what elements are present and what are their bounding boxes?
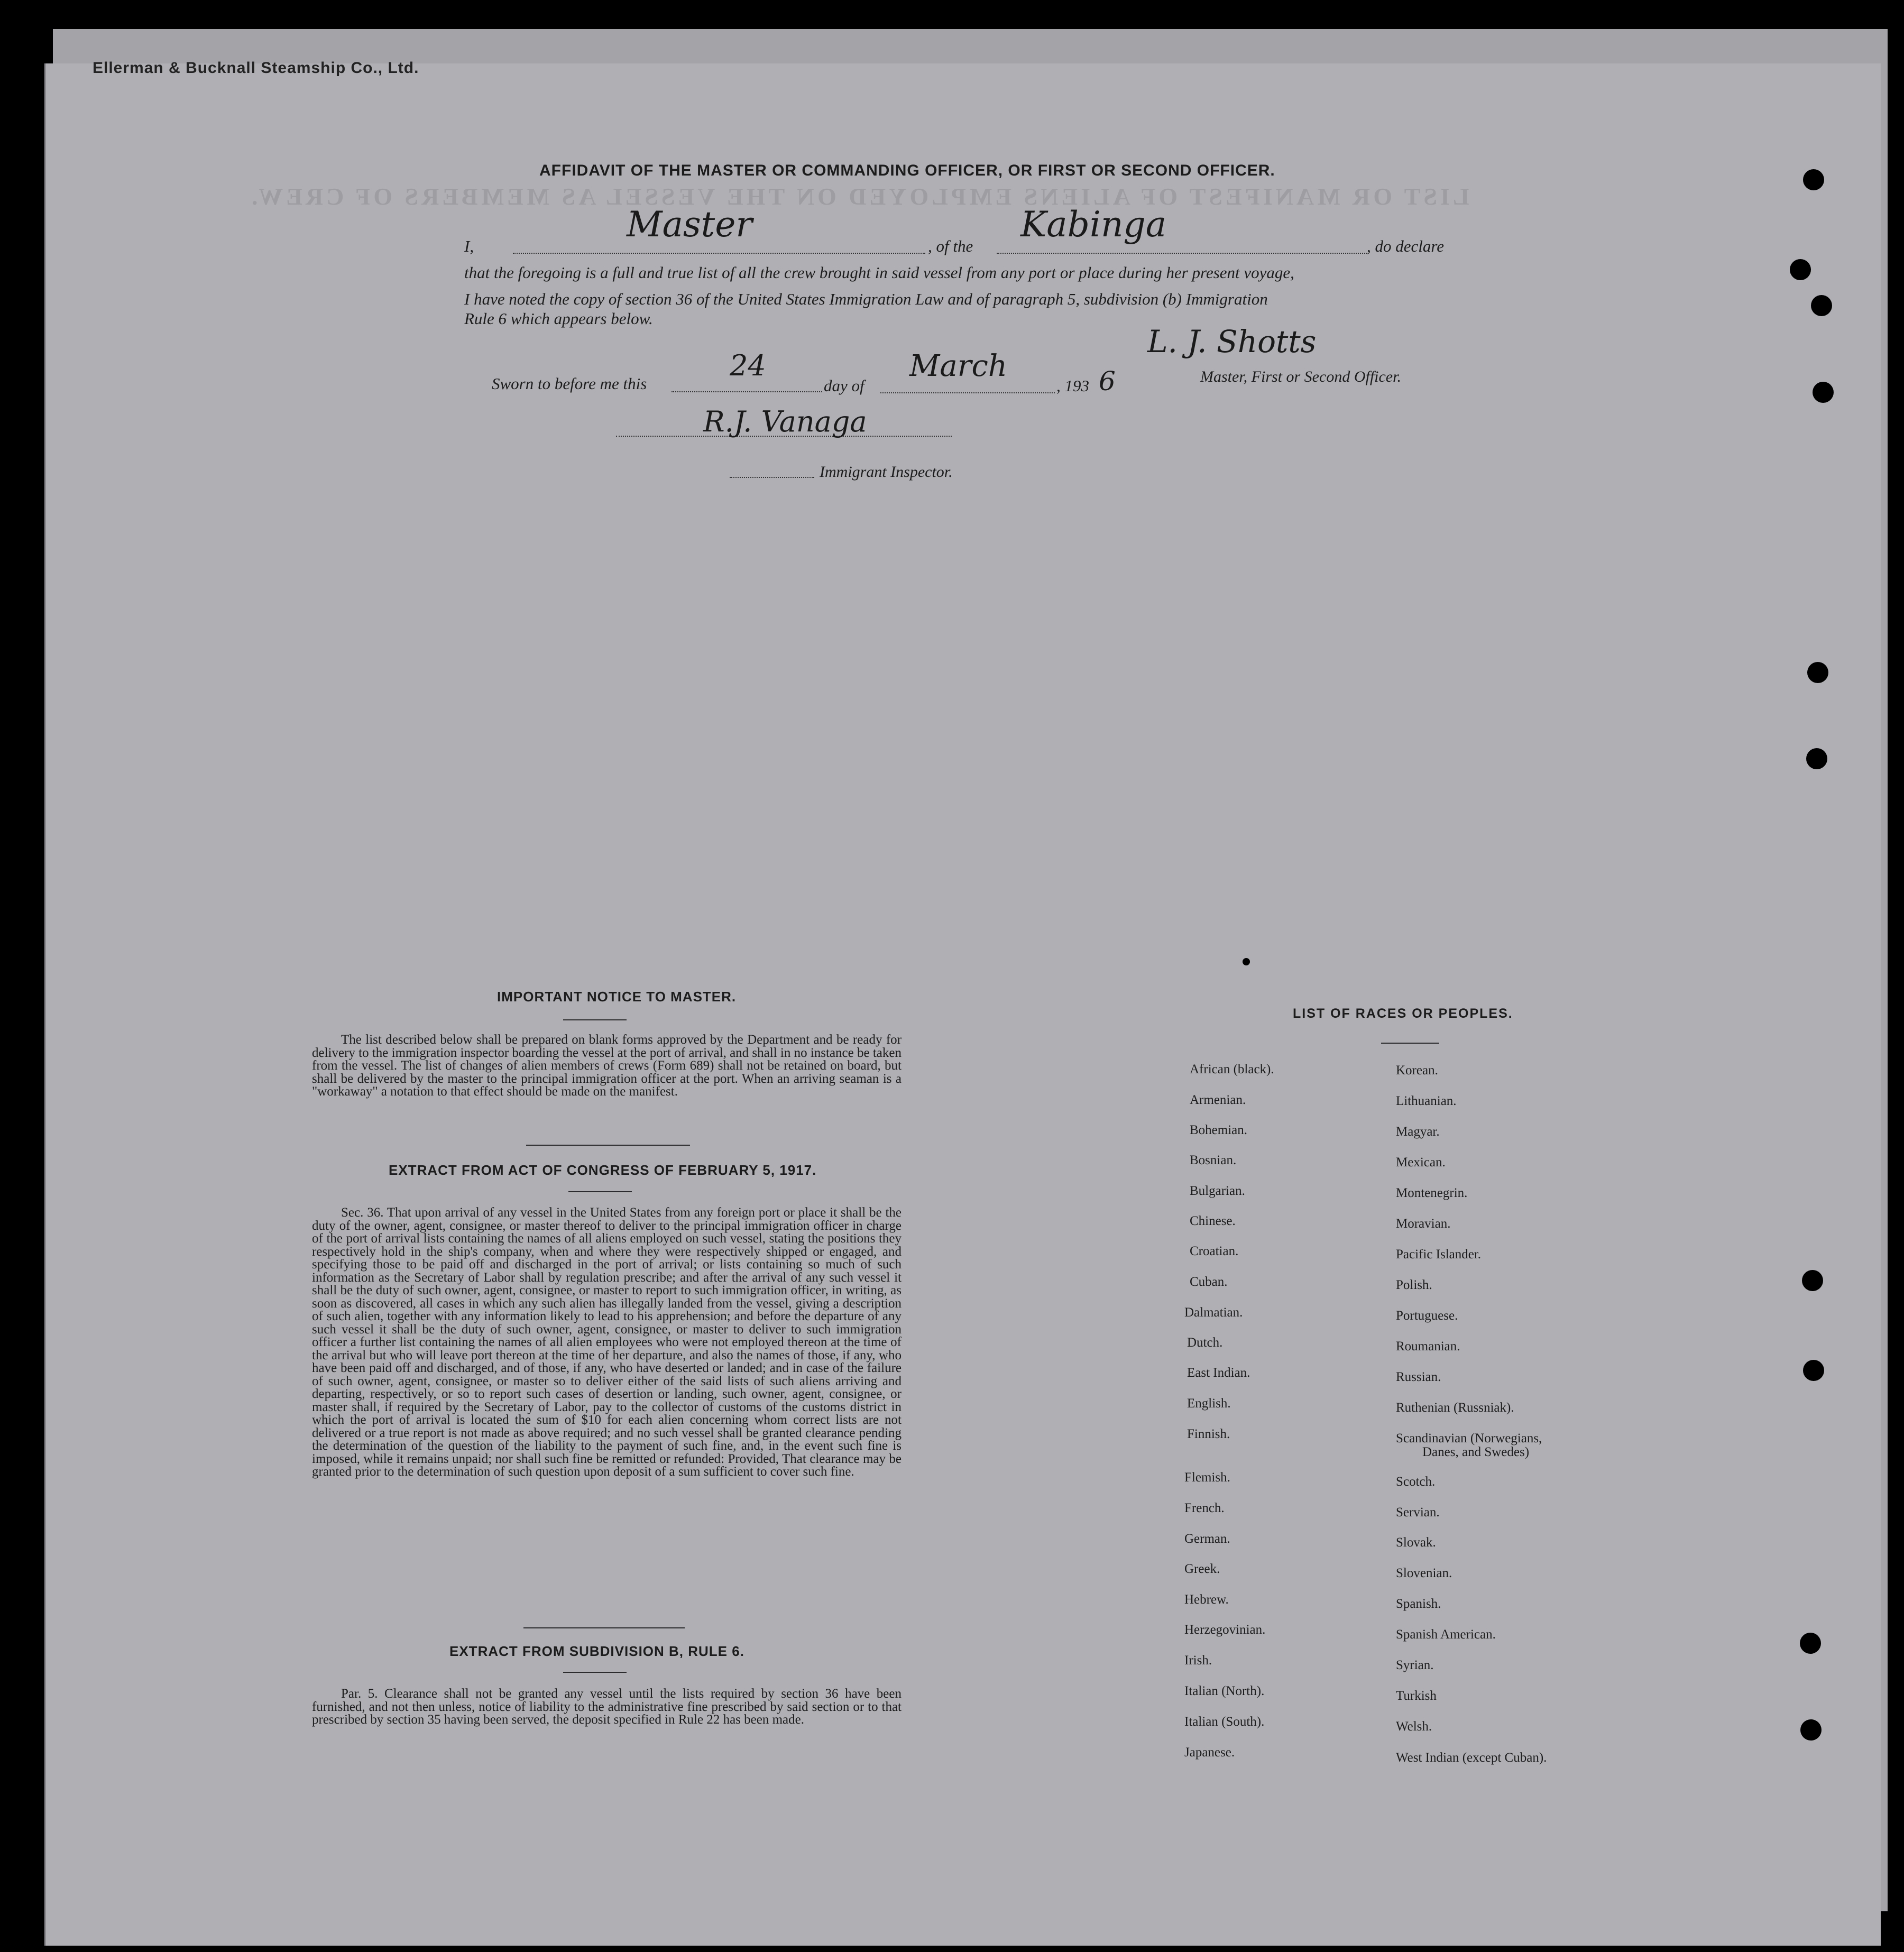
- race-item: Dutch.: [1187, 1336, 1223, 1350]
- race-item: Slovak.: [1396, 1535, 1436, 1550]
- race-item: Magyar.: [1396, 1125, 1440, 1139]
- do-declare-label: , do declare: [1367, 237, 1445, 255]
- punch-hole: [1806, 748, 1827, 769]
- race-item: French.: [1184, 1501, 1225, 1515]
- punch-hole: [1807, 662, 1828, 683]
- of-the-label: , of the: [928, 237, 973, 255]
- extract-rule-body: Par. 5. Clearance shall not be granted any vessel until the lists required by section 36 have been furnished, and not then unless, notice of liability to the administrative fine prescribed by said section or to that prescribed by section 35 having been served, the deposit specified in Rule 22 has been made.: [312, 1687, 902, 1727]
- race-item: Hebrew.: [1184, 1592, 1229, 1607]
- inspector-signature: R.J. Vanaga: [703, 405, 867, 438]
- race-item: Mexican.: [1396, 1155, 1446, 1170]
- race-item: Italian (South).: [1184, 1715, 1265, 1729]
- punch-hole: [1802, 1270, 1823, 1291]
- day-handwritten: 24: [730, 349, 766, 382]
- race-item: Turkish: [1396, 1689, 1437, 1703]
- race-item: Cuban.: [1190, 1275, 1228, 1289]
- punch-hole: [1803, 169, 1824, 190]
- punch-hole: [1790, 259, 1811, 280]
- race-item: Herzegovinian.: [1184, 1623, 1266, 1637]
- race-item: Finnish.: [1187, 1427, 1230, 1441]
- company-header: Ellerman & Bucknall Steamship Co., Ltd.: [93, 59, 419, 77]
- race-item: East Indian.: [1187, 1366, 1250, 1380]
- race-item: Scandinavian (Norwegians,: [1396, 1431, 1542, 1445]
- race-item: Chinese.: [1190, 1214, 1236, 1228]
- bleed-through-heading: LIST OR MANIFEST OF ALIENS EMPLOYED ON THE VESSEL AS MEMBERS OF CREW.: [249, 183, 1469, 210]
- notice-title-rule: [563, 1019, 627, 1020]
- race-item: Dalmatian.: [1184, 1305, 1243, 1320]
- races-title-rule: [1381, 1043, 1439, 1044]
- extract-rule-title: EXTRACT FROM SUBDIVISION B, RULE 6.: [449, 1643, 744, 1659]
- race-item: Polish.: [1396, 1278, 1432, 1292]
- punch-hole: [1800, 1633, 1821, 1654]
- race-item: Scotch.: [1396, 1475, 1436, 1489]
- race-item: Slovenian.: [1396, 1566, 1452, 1580]
- race-item: Bulgarian.: [1190, 1184, 1245, 1198]
- affidavit-title: AFFIDAVIT OF THE MASTER OR COMMANDING OFFICER, OR FIRST OR SECOND OFFICER.: [539, 162, 1275, 179]
- affidavit-line-2: that the foregoing is a full and true list of all the crew brought in said vessel from any port or place during her present voyage,: [464, 263, 1294, 282]
- race-item: Japanese.: [1184, 1745, 1235, 1760]
- race-item: English.: [1187, 1396, 1231, 1411]
- punch-hole: [1813, 382, 1834, 403]
- month-handwritten: March: [909, 349, 1007, 383]
- year-digit-handwritten: 6: [1099, 366, 1116, 397]
- vessel-name-handwritten: Kabinga: [1020, 204, 1167, 245]
- vessel-name-line: [997, 253, 1367, 254]
- master-name-handwritten: Master: [627, 204, 752, 245]
- i-label: I,: [464, 237, 474, 255]
- extract-act-title: EXTRACT FROM ACT OF CONGRESS OF FEBRUARY 5, 1917.: [389, 1162, 817, 1178]
- race-item: West Indian (except Cuban).: [1396, 1751, 1547, 1765]
- race-item: Armenian.: [1190, 1093, 1246, 1107]
- month-line: [880, 392, 1055, 393]
- master-name-line: [513, 253, 925, 254]
- master-caption: Master, First or Second Officer.: [1200, 368, 1401, 385]
- race-item: Korean.: [1396, 1063, 1438, 1078]
- race-item: Italian (North).: [1184, 1684, 1265, 1698]
- day-line: [672, 391, 822, 392]
- affidavit-line-3: I have noted the copy of section 36 of the United States Immigration Law and of paragraph 5, subdivision (b) Immigration: [464, 290, 1268, 308]
- race-item: Welsh.: [1396, 1719, 1432, 1734]
- extract-act-rule: [568, 1191, 632, 1192]
- race-item: Croatian.: [1190, 1244, 1239, 1258]
- race-item: Syrian.: [1396, 1658, 1434, 1672]
- race-item: Russian.: [1396, 1370, 1441, 1384]
- race-item: Spanish.: [1396, 1597, 1441, 1611]
- extract-act-divider: [523, 1627, 685, 1628]
- extract-rule-rule: [563, 1672, 627, 1673]
- race-item: Moravian.: [1396, 1217, 1451, 1231]
- punch-hole: [1803, 1360, 1824, 1381]
- race-item: Pacific Islander.: [1396, 1247, 1482, 1262]
- race-item: Danes, and Swedes): [1422, 1445, 1530, 1459]
- race-item: Irish.: [1184, 1653, 1212, 1668]
- year-prefix: , 193: [1056, 376, 1089, 395]
- document-page: [44, 63, 1881, 1946]
- race-item: German.: [1184, 1532, 1230, 1546]
- race-item: Servian.: [1396, 1505, 1440, 1520]
- notice-divider: [526, 1145, 690, 1146]
- master-signature: L. J. Shotts: [1147, 324, 1317, 360]
- race-item: Lithuanian.: [1396, 1094, 1457, 1108]
- inspector-caption-line: [730, 477, 814, 478]
- race-item: Roumanian.: [1396, 1339, 1460, 1353]
- race-item: Portuguese.: [1396, 1309, 1458, 1323]
- race-item: Greek.: [1184, 1562, 1220, 1576]
- sworn-label: Sworn to before me this: [492, 374, 647, 393]
- punch-hole: [1811, 295, 1832, 316]
- races-title: LIST OF RACES OR PEOPLES.: [1293, 1006, 1513, 1021]
- notice-title: IMPORTANT NOTICE TO MASTER.: [497, 989, 737, 1005]
- race-item: Ruthenian (Russniak).: [1396, 1401, 1514, 1415]
- edge-mark: F: [32, 497, 42, 514]
- punch-mark: [1243, 958, 1250, 965]
- extract-act-body: Sec. 36. That upon arrival of any vessel in the United States from any foreign port or place it shall be the duty of the owner, agent, consignee, or master thereof to deliver to the principal immigration officer in charge of the port of arrival lists containing the names of all aliens employed on such vessel, stating the positions they respectively hold in the ship's company, when and where they were respectively shipped or engaged, and specifying those to be paid off and discharged in the port of arrival; or lists containing so much of such information as the Secretary of Labor shall by regulation prescribe; and after the arrival of any such vessel it shall be the duty of such owner, agent, consignee, or master to report to such immigration officer, in writing, as soon as discovered, all cases in which any such alien has illegally landed from the vessel, giving a description of such alien, together with any information likely to lead to his apprehension; and before the departure of any such vessel it shall be the duty of such owner, agent, consignee, or master to deliver to such immigration officer a further list containing the names of all alien employees who were not employed thereon at the time of the arrival but who will leave port thereon at the time of her departure, and also the names of those, if any, who have been paid off and discharged, and of those, if any, who have deserted or landed; and in case of the failure of such owner, agent, consignee, or master so to deliver either of the said lists of such aliens arriving and departing, respectively, or so to report such cases of desertion or landing, such owner, agent, consignee, or master shall, if required by the Secretary of Labor, pay to the collector of customs of the customs district in which the port of arrival is located the sum of $10 for each alien concerning whom correct lists are not delivered or a true report is not made as above required; and no such vessel shall be granted clearance pending the determination of the question of the liability to the payment of such fine, and, in the event such fine is imposed, while it remains unpaid; nor shall such fine be remitted or refunded: Provided, That clearance may be granted prior to the determination of such question upon deposit of a sum sufficient to cover such fine.: [312, 1205, 902, 1479]
- race-item: Bohemian.: [1190, 1123, 1248, 1137]
- day-of-label: day of: [824, 376, 864, 395]
- race-item: Montenegrin.: [1396, 1186, 1468, 1200]
- notice-body: The list described below shall be prepared on blank forms approved by the Department and be ready for delivery to the immigration inspector boarding the vessel at the port of arrival, and shall in no instance be taken from the vessel. The list of changes of alien members of crews (Form 689) shall not be retained on board, but shall be delivered by the master to the principal immigration officer at the port. When an arriving seaman is a "workaway" a notation to that effect should be made on the manifest.: [312, 1033, 902, 1099]
- race-item: Bosnian.: [1190, 1153, 1237, 1167]
- race-item: Spanish American.: [1396, 1627, 1496, 1642]
- inspector-caption: Immigrant Inspector.: [820, 463, 953, 481]
- edge-mark: F: [32, 577, 42, 595]
- affidavit-line-4: Rule 6 which appears below.: [464, 309, 653, 328]
- race-item: Flemish.: [1184, 1470, 1230, 1485]
- punch-hole: [1800, 1719, 1822, 1741]
- race-item: African (black).: [1190, 1062, 1274, 1076]
